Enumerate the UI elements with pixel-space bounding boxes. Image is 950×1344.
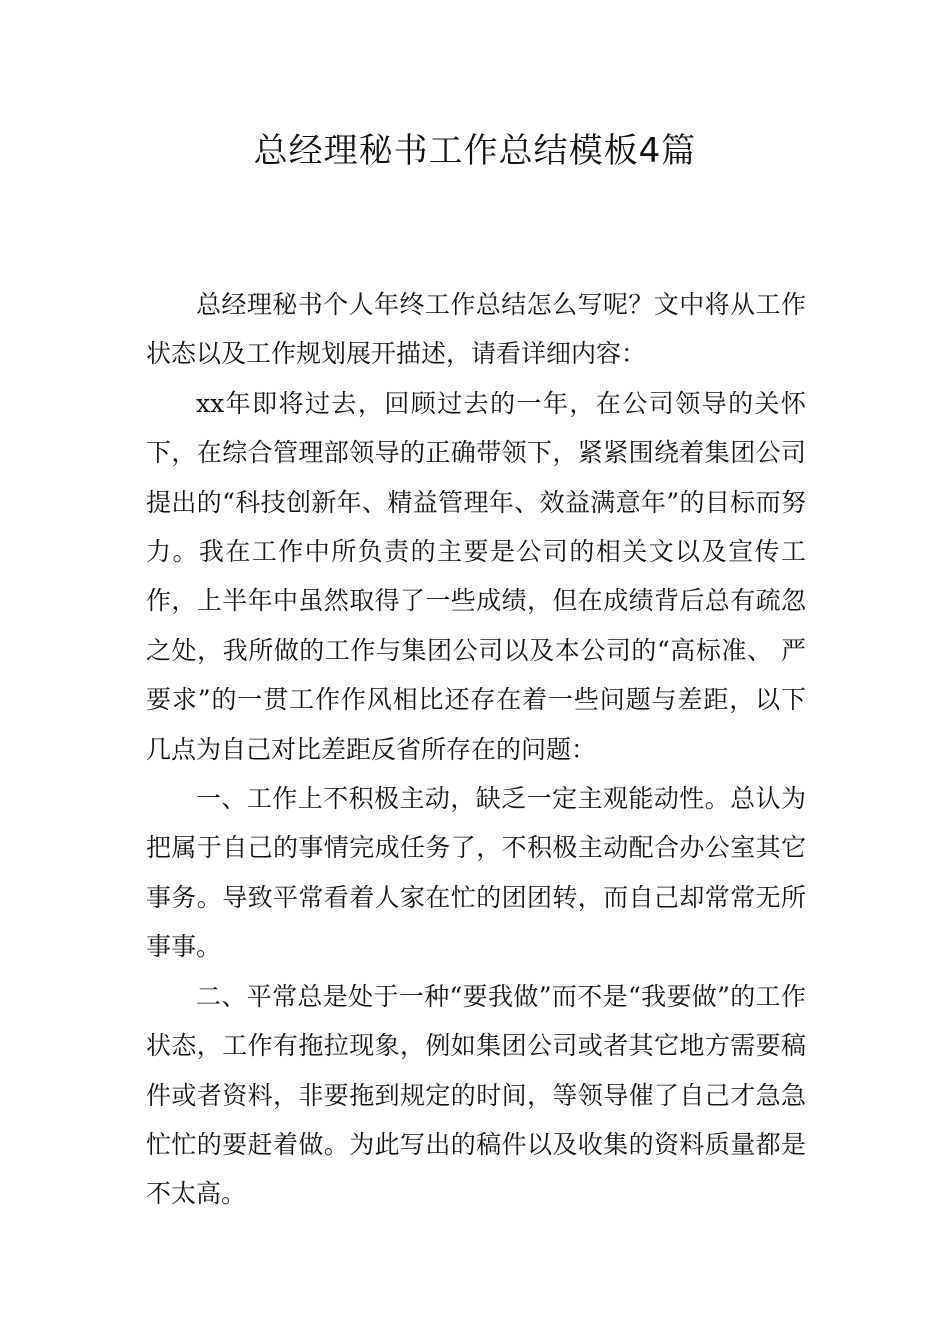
paragraph-issue-two: 二、平常总是处于一种“要我做”而不是“我要做”的工作状态，工作有拖拉现象，例如集团公司或者其它地方需要稿件或者资料，非要拖到规定的时间，等领导催了自己才急急忙忙的要赶着做。为此写出的稿件以及收集的资料质量都是不太高。 — [146, 981, 807, 1209]
paragraph-intro: 总经理秘书个人年终工作总结怎么写呢？文中将从工作状态以及工作规划展开描述，请看详细内容： — [146, 290, 806, 369]
paragraph-issue-one: 一、工作上不积极主动，缺乏一定主观能动性。总认为把属于自己的事情完成任务了，不积极主动配合办公室其它事务。导致平常看着人家在忙的团团转，而自己却常常无所事事。 — [146, 784, 806, 962]
document-body — [146, 280, 806, 1219]
paragraph-review: xx年即将过去，回顾过去的一年，在公司领导的关怀下，在综合管理部领导的正确带领下，紧紧围绕着集团公司提出的“科技创新年、精益管理年、效益满意年”的目标而努力。我在工作中所负责的主要是公司的相关文以及宣传工作，上半年中虽然取得了一些成绩，但在成绩背后总有疏忽之处，我所做的工作与集团公司以及本公司的“高标准、 严要求”的一贯工作作风相比还存在着一些问题与差距，以下几点为自己对比差距反省所存在的问题： — [146, 388, 806, 764]
document-title: 总经理秘书工作总结模板4篇 — [253, 131, 697, 171]
